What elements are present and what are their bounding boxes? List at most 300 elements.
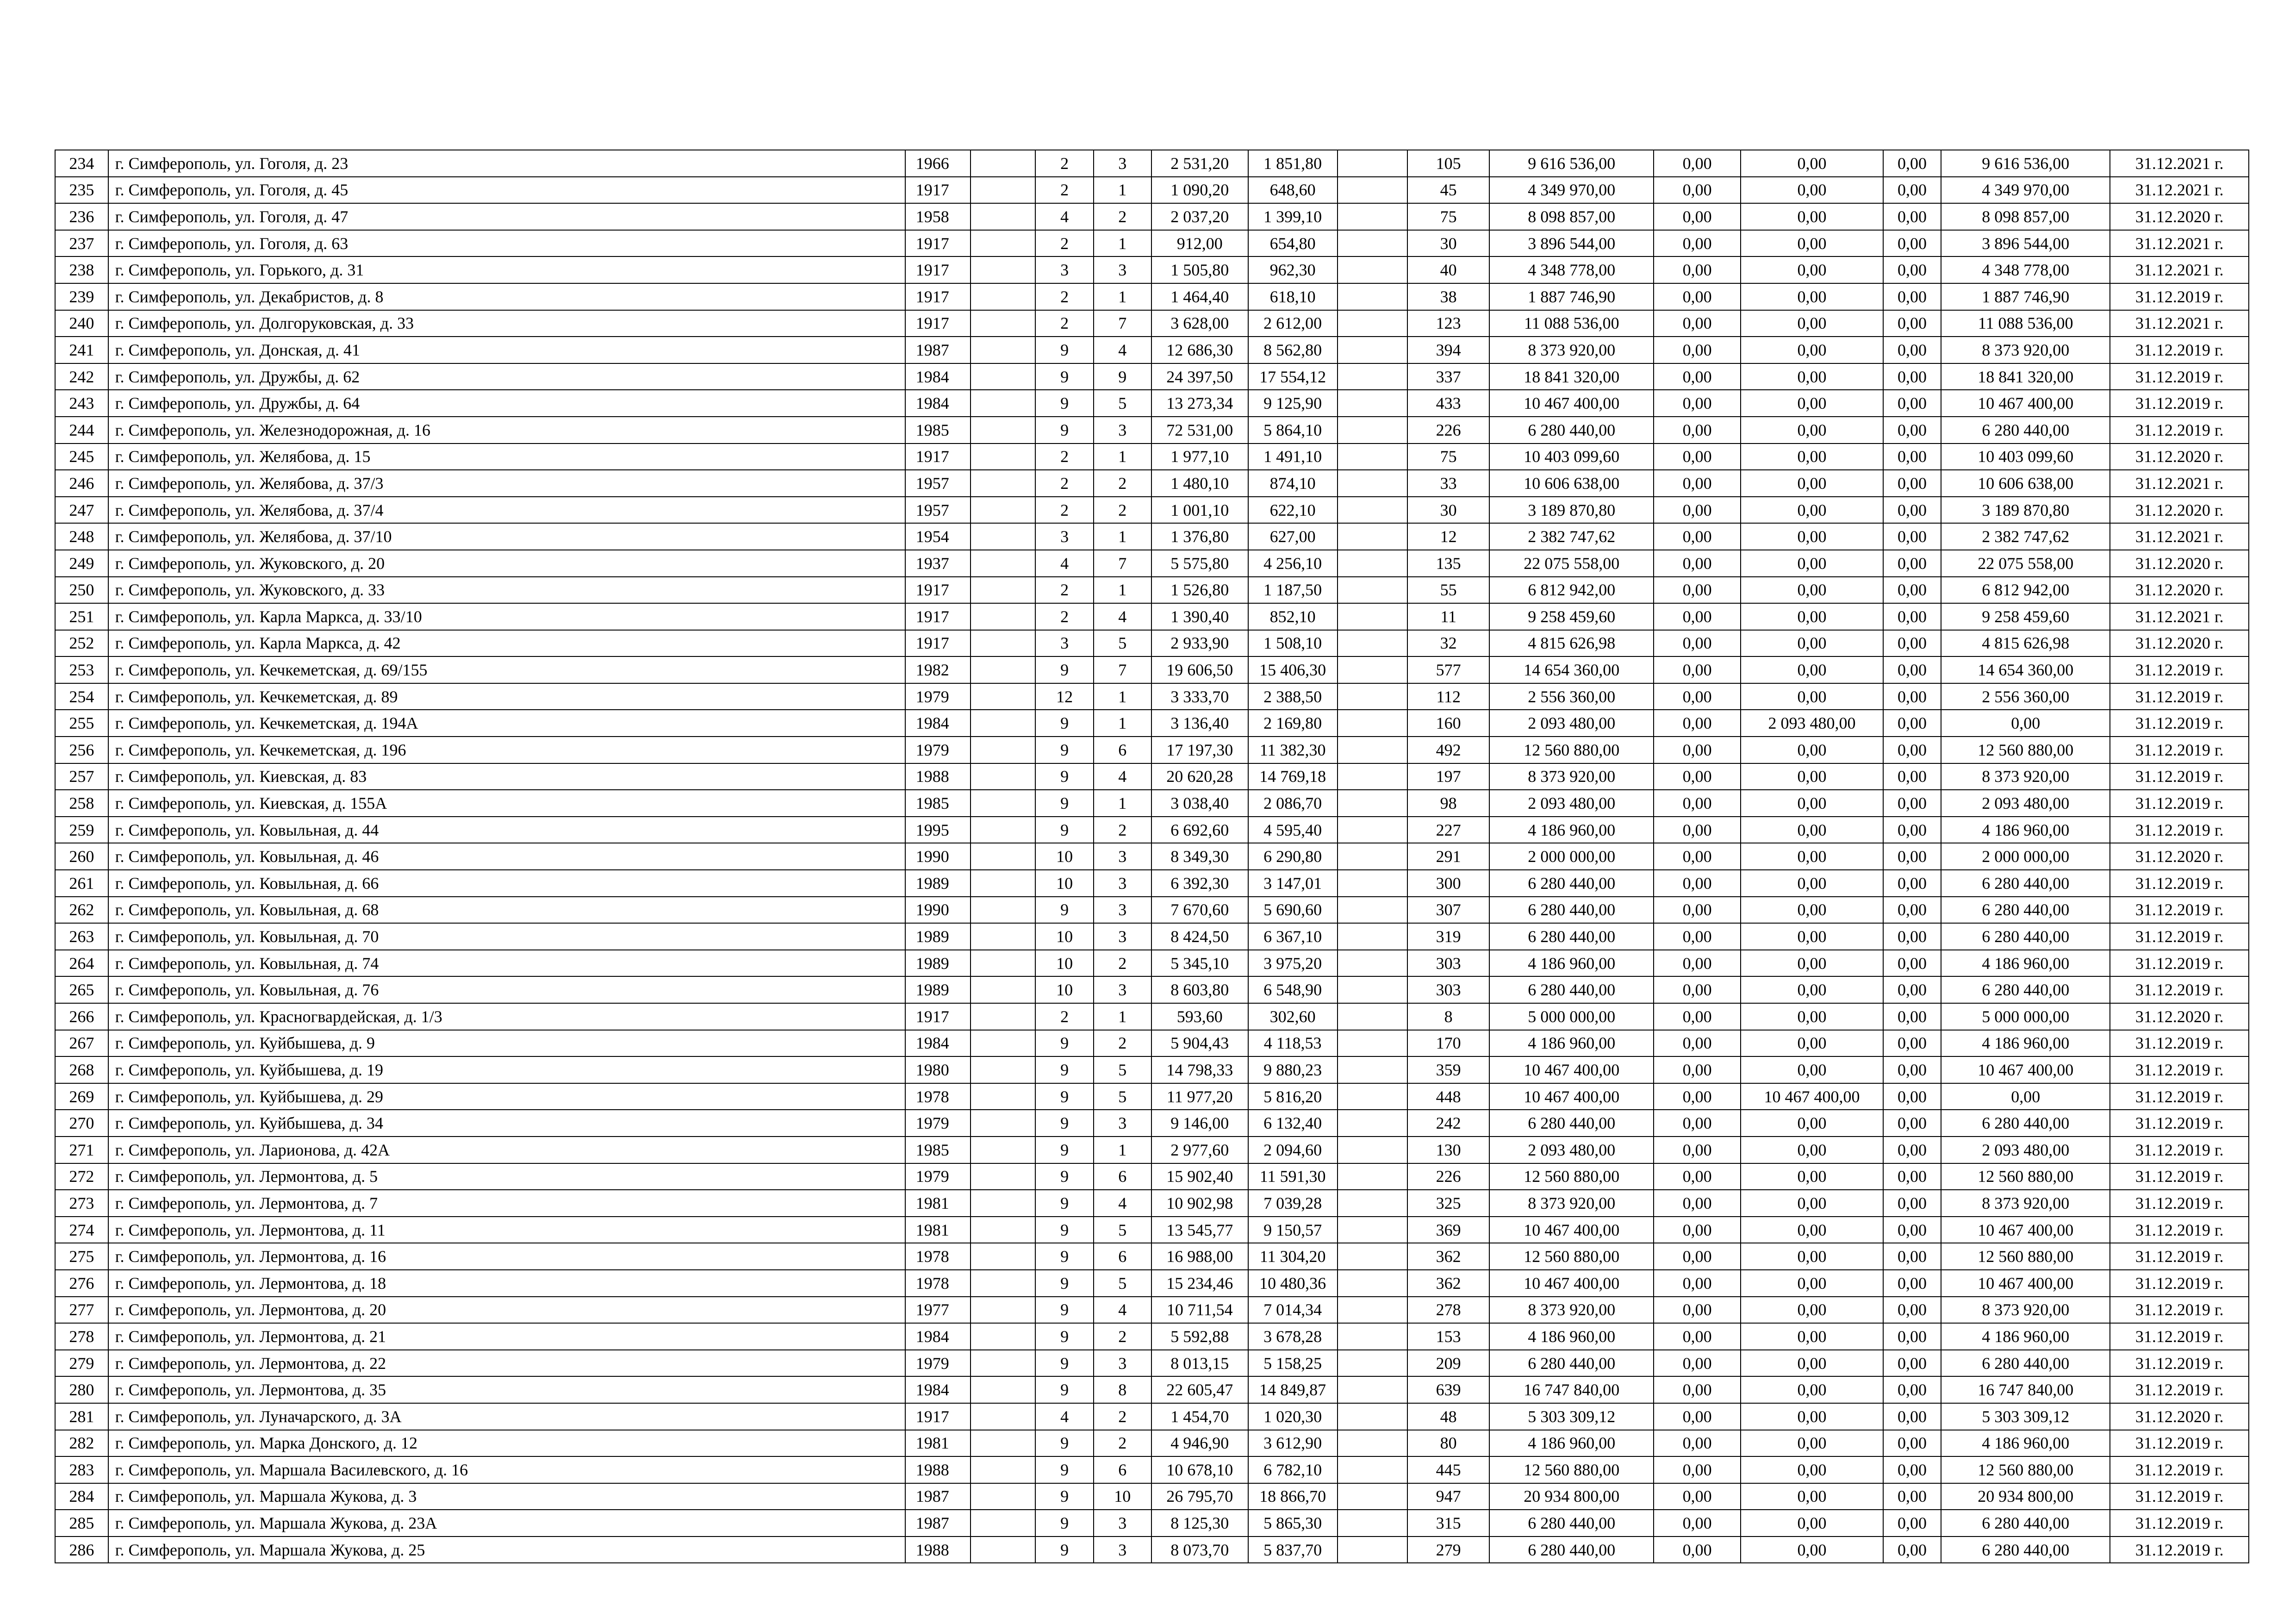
fund-cell: 0,00 xyxy=(1654,1056,1741,1083)
total-area-cell: 15 902,40 xyxy=(1151,1163,1248,1190)
empty-cell xyxy=(1338,1323,1407,1350)
fund-cell: 0,00 xyxy=(1654,1217,1741,1243)
year-cell: 1981 xyxy=(905,1190,971,1217)
table-row xyxy=(55,1030,2249,1057)
local-budget-cell: 0,00 xyxy=(1883,497,1941,524)
residents-cell: 55 xyxy=(1407,577,1489,604)
deadline-cell: 31.12.2019 г. xyxy=(2110,1243,2249,1270)
row-number-cell: 271 xyxy=(55,1137,108,1163)
living-area-cell: 1 491,10 xyxy=(1248,443,1338,470)
empty-cell xyxy=(971,763,1036,790)
floors-cell: 2 xyxy=(1035,470,1093,497)
fund-cell: 0,00 xyxy=(1654,550,1741,577)
region-budget-cell: 0,00 xyxy=(1741,630,1883,657)
owners-funds-cell: 6 280 440,00 xyxy=(1941,976,2110,1003)
fund-cell: 0,00 xyxy=(1654,443,1741,470)
living-area-cell: 2 169,80 xyxy=(1248,710,1338,737)
total-cost-cell: 4 186 960,00 xyxy=(1489,1323,1654,1350)
floors-cell: 9 xyxy=(1035,337,1093,363)
total-cost-cell: 2 556 360,00 xyxy=(1489,683,1654,710)
living-area-cell: 648,60 xyxy=(1248,177,1338,204)
owners-funds-cell: 6 280 440,00 xyxy=(1941,1510,2110,1537)
table-row xyxy=(55,550,2249,577)
fund-cell: 0,00 xyxy=(1654,1163,1741,1190)
table-row xyxy=(55,417,2249,443)
local-budget-cell: 0,00 xyxy=(1883,1083,1941,1110)
empty-cell xyxy=(971,817,1036,843)
entrances-cell: 3 xyxy=(1094,1110,1151,1137)
empty-cell xyxy=(971,1456,1036,1483)
table-row xyxy=(55,1430,2249,1457)
total-area-cell: 6 692,60 xyxy=(1151,817,1248,843)
owners-funds-cell: 6 280 440,00 xyxy=(1941,417,2110,443)
empty-cell xyxy=(1338,1056,1407,1083)
total-area-cell: 1 464,40 xyxy=(1151,283,1248,310)
total-cost-cell: 2 382 747,62 xyxy=(1489,523,1654,550)
year-cell: 1917 xyxy=(905,1403,971,1430)
table-row xyxy=(55,177,2249,204)
empty-cell xyxy=(971,683,1036,710)
fund-cell: 0,00 xyxy=(1654,363,1741,390)
year-cell: 1979 xyxy=(905,1110,971,1137)
region-budget-cell: 0,00 xyxy=(1741,310,1883,337)
year-cell: 1984 xyxy=(905,363,971,390)
row-number-cell: 253 xyxy=(55,656,108,683)
empty-cell xyxy=(1338,603,1407,630)
empty-cell xyxy=(971,1190,1036,1217)
total-cost-cell: 9 616 536,00 xyxy=(1489,150,1654,177)
living-area-cell: 11 382,30 xyxy=(1248,737,1338,763)
empty-cell xyxy=(1338,1083,1407,1110)
address-cell: г. Симферополь, ул. Жуковского, д. 20 xyxy=(108,550,905,577)
empty-cell xyxy=(1338,1376,1407,1403)
floors-cell: 12 xyxy=(1035,683,1093,710)
deadline-cell: 31.12.2019 г. xyxy=(2110,1190,2249,1217)
region-budget-cell: 0,00 xyxy=(1741,1350,1883,1377)
residents-cell: 30 xyxy=(1407,230,1489,257)
empty-cell xyxy=(1338,817,1407,843)
region-budget-cell: 0,00 xyxy=(1741,283,1883,310)
empty-cell xyxy=(971,1323,1036,1350)
living-area-cell: 6 548,90 xyxy=(1248,976,1338,1003)
fund-cell: 0,00 xyxy=(1654,1003,1741,1030)
region-budget-cell: 0,00 xyxy=(1741,1537,1883,1563)
fund-cell: 0,00 xyxy=(1654,256,1741,283)
residents-cell: 48 xyxy=(1407,1403,1489,1430)
address-cell: г. Симферополь, ул. Кечкеметская, д. 89 xyxy=(108,683,905,710)
floors-cell: 9 xyxy=(1035,1270,1093,1297)
total-cost-cell: 8 373 920,00 xyxy=(1489,1297,1654,1324)
local-budget-cell: 0,00 xyxy=(1883,230,1941,257)
row-number-cell: 245 xyxy=(55,443,108,470)
total-area-cell: 2 037,20 xyxy=(1151,203,1248,230)
owners-funds-cell: 8 373 920,00 xyxy=(1941,1297,2110,1324)
entrances-cell: 1 xyxy=(1094,177,1151,204)
owners-funds-cell: 11 088 536,00 xyxy=(1941,310,2110,337)
entrances-cell: 3 xyxy=(1094,417,1151,443)
local-budget-cell: 0,00 xyxy=(1883,1350,1941,1377)
total-cost-cell: 2 093 480,00 xyxy=(1489,790,1654,817)
empty-cell xyxy=(1338,1483,1407,1510)
total-area-cell: 24 397,50 xyxy=(1151,363,1248,390)
owners-funds-cell: 8 098 857,00 xyxy=(1941,203,2110,230)
year-cell: 1984 xyxy=(905,710,971,737)
fund-cell: 0,00 xyxy=(1654,843,1741,870)
entrances-cell: 1 xyxy=(1094,230,1151,257)
entrances-cell: 7 xyxy=(1094,656,1151,683)
floors-cell: 9 xyxy=(1035,1456,1093,1483)
table-row xyxy=(55,710,2249,737)
year-cell: 1984 xyxy=(905,1323,971,1350)
region-budget-cell: 0,00 xyxy=(1741,443,1883,470)
living-area-cell: 10 480,36 xyxy=(1248,1270,1338,1297)
living-area-cell: 4 118,53 xyxy=(1248,1030,1338,1057)
residents-cell: 947 xyxy=(1407,1483,1489,1510)
living-area-cell: 11 591,30 xyxy=(1248,1163,1338,1190)
owners-funds-cell: 6 280 440,00 xyxy=(1941,870,2110,897)
local-budget-cell: 0,00 xyxy=(1883,603,1941,630)
total-area-cell: 1 001,10 xyxy=(1151,497,1248,524)
living-area-cell: 6 367,10 xyxy=(1248,923,1338,950)
address-cell: г. Симферополь, ул. Железнодорожная, д. 16 xyxy=(108,417,905,443)
total-area-cell: 9 146,00 xyxy=(1151,1110,1248,1137)
local-budget-cell: 0,00 xyxy=(1883,1056,1941,1083)
total-cost-cell: 8 373 920,00 xyxy=(1489,763,1654,790)
empty-cell xyxy=(1338,1243,1407,1270)
year-cell: 1978 xyxy=(905,1243,971,1270)
address-cell: г. Симферополь, ул. Ковыльная, д. 70 xyxy=(108,923,905,950)
owners-funds-cell: 0,00 xyxy=(1941,710,2110,737)
row-number-cell: 234 xyxy=(55,150,108,177)
total-cost-cell: 2 093 480,00 xyxy=(1489,710,1654,737)
empty-cell xyxy=(1338,150,1407,177)
deadline-cell: 31.12.2019 г. xyxy=(2110,1483,2249,1510)
row-number-cell: 246 xyxy=(55,470,108,497)
row-number-cell: 242 xyxy=(55,363,108,390)
row-number-cell: 260 xyxy=(55,843,108,870)
floors-cell: 9 xyxy=(1035,1110,1093,1137)
floors-cell: 2 xyxy=(1035,603,1093,630)
empty-cell xyxy=(1338,1537,1407,1563)
region-budget-cell: 0,00 xyxy=(1741,1217,1883,1243)
local-budget-cell: 0,00 xyxy=(1883,630,1941,657)
living-area-cell: 14 769,18 xyxy=(1248,763,1338,790)
year-cell: 1937 xyxy=(905,550,971,577)
deadline-cell: 31.12.2019 г. xyxy=(2110,976,2249,1003)
floors-cell: 9 xyxy=(1035,817,1093,843)
region-budget-cell: 0,00 xyxy=(1741,976,1883,1003)
address-cell: г. Симферополь, ул. Кечкеметская, д. 69/155 xyxy=(108,656,905,683)
entrances-cell: 3 xyxy=(1094,150,1151,177)
region-budget-cell: 0,00 xyxy=(1741,817,1883,843)
table-row xyxy=(55,630,2249,657)
total-area-cell: 10 711,54 xyxy=(1151,1297,1248,1324)
residents-cell: 445 xyxy=(1407,1456,1489,1483)
deadline-cell: 31.12.2021 г. xyxy=(2110,256,2249,283)
row-number-cell: 267 xyxy=(55,1030,108,1057)
floors-cell: 2 xyxy=(1035,177,1093,204)
living-area-cell: 2 388,50 xyxy=(1248,683,1338,710)
year-cell: 1987 xyxy=(905,337,971,363)
row-number-cell: 266 xyxy=(55,1003,108,1030)
total-cost-cell: 1 887 746,90 xyxy=(1489,283,1654,310)
year-cell: 1988 xyxy=(905,1537,971,1563)
residents-cell: 226 xyxy=(1407,1163,1489,1190)
address-cell: г. Симферополь, ул. Кечкеметская, д. 194А xyxy=(108,710,905,737)
year-cell: 1988 xyxy=(905,763,971,790)
total-cost-cell: 6 280 440,00 xyxy=(1489,1110,1654,1137)
row-number-cell: 283 xyxy=(55,1456,108,1483)
total-cost-cell: 10 467 400,00 xyxy=(1489,390,1654,417)
row-number-cell: 238 xyxy=(55,256,108,283)
floors-cell: 9 xyxy=(1035,790,1093,817)
residents-cell: 448 xyxy=(1407,1083,1489,1110)
address-cell: г. Симферополь, ул. Желябова, д. 37/10 xyxy=(108,523,905,550)
local-budget-cell: 0,00 xyxy=(1883,417,1941,443)
floors-cell: 9 xyxy=(1035,656,1093,683)
total-area-cell: 1 480,10 xyxy=(1151,470,1248,497)
deadline-cell: 31.12.2019 г. xyxy=(2110,363,2249,390)
floors-cell: 2 xyxy=(1035,1003,1093,1030)
table-row xyxy=(55,843,2249,870)
local-budget-cell: 0,00 xyxy=(1883,710,1941,737)
residents-cell: 492 xyxy=(1407,737,1489,763)
floors-cell: 2 xyxy=(1035,577,1093,604)
total-area-cell: 1 390,40 xyxy=(1151,603,1248,630)
living-area-cell: 627,00 xyxy=(1248,523,1338,550)
floors-cell: 9 xyxy=(1035,363,1093,390)
floors-cell: 9 xyxy=(1035,1537,1093,1563)
living-area-cell: 9 150,57 xyxy=(1248,1217,1338,1243)
residents-cell: 32 xyxy=(1407,630,1489,657)
total-area-cell: 19 606,50 xyxy=(1151,656,1248,683)
residents-cell: 639 xyxy=(1407,1376,1489,1403)
living-area-cell: 5 864,10 xyxy=(1248,417,1338,443)
table-row xyxy=(55,790,2249,817)
row-number-cell: 236 xyxy=(55,203,108,230)
empty-cell xyxy=(1338,976,1407,1003)
floors-cell: 3 xyxy=(1035,256,1093,283)
fund-cell: 0,00 xyxy=(1654,1376,1741,1403)
region-budget-cell: 0,00 xyxy=(1741,390,1883,417)
floors-cell: 9 xyxy=(1035,417,1093,443)
total-cost-cell: 14 654 360,00 xyxy=(1489,656,1654,683)
year-cell: 1917 xyxy=(905,443,971,470)
residents-cell: 197 xyxy=(1407,763,1489,790)
living-area-cell: 5 816,20 xyxy=(1248,1083,1338,1110)
total-area-cell: 4 946,90 xyxy=(1151,1430,1248,1457)
total-cost-cell: 16 747 840,00 xyxy=(1489,1376,1654,1403)
total-area-cell: 15 234,46 xyxy=(1151,1270,1248,1297)
table-row xyxy=(55,763,2249,790)
address-cell: г. Симферополь, ул. Луначарского, д. 3А xyxy=(108,1403,905,1430)
table-row xyxy=(55,737,2249,763)
address-cell: г. Симферополь, ул. Карла Маркса, д. 33/10 xyxy=(108,603,905,630)
total-area-cell: 6 392,30 xyxy=(1151,870,1248,897)
owners-funds-cell: 2 000 000,00 xyxy=(1941,843,2110,870)
row-number-cell: 279 xyxy=(55,1350,108,1377)
empty-cell xyxy=(971,603,1036,630)
region-budget-cell: 0,00 xyxy=(1741,1243,1883,1270)
total-area-cell: 17 197,30 xyxy=(1151,737,1248,763)
entrances-cell: 1 xyxy=(1094,710,1151,737)
entrances-cell: 3 xyxy=(1094,870,1151,897)
total-cost-cell: 2 000 000,00 xyxy=(1489,843,1654,870)
table-row xyxy=(55,1110,2249,1137)
year-cell: 1979 xyxy=(905,1350,971,1377)
total-area-cell: 5 904,43 xyxy=(1151,1030,1248,1057)
local-budget-cell: 0,00 xyxy=(1883,1537,1941,1563)
empty-cell xyxy=(971,790,1036,817)
row-number-cell: 259 xyxy=(55,817,108,843)
owners-funds-cell: 4 186 960,00 xyxy=(1941,950,2110,977)
year-cell: 1995 xyxy=(905,817,971,843)
empty-cell xyxy=(971,1297,1036,1324)
row-number-cell: 282 xyxy=(55,1430,108,1457)
deadline-cell: 31.12.2019 г. xyxy=(2110,897,2249,924)
total-cost-cell: 22 075 558,00 xyxy=(1489,550,1654,577)
table-row xyxy=(55,897,2249,924)
empty-cell xyxy=(971,1030,1036,1057)
empty-cell xyxy=(1338,763,1407,790)
region-budget-cell: 0,00 xyxy=(1741,363,1883,390)
floors-cell: 9 xyxy=(1035,1190,1093,1217)
living-area-cell: 3 147,01 xyxy=(1248,870,1338,897)
owners-funds-cell: 4 186 960,00 xyxy=(1941,817,2110,843)
row-number-cell: 235 xyxy=(55,177,108,204)
total-area-cell: 1 090,20 xyxy=(1151,177,1248,204)
total-cost-cell: 10 467 400,00 xyxy=(1489,1083,1654,1110)
table-row xyxy=(55,230,2249,257)
fund-cell: 0,00 xyxy=(1654,1430,1741,1457)
address-cell: г. Симферополь, ул. Жуковского, д. 33 xyxy=(108,577,905,604)
total-cost-cell: 8 373 920,00 xyxy=(1489,1190,1654,1217)
region-budget-cell: 0,00 xyxy=(1741,1297,1883,1324)
fund-cell: 0,00 xyxy=(1654,630,1741,657)
residents-cell: 337 xyxy=(1407,363,1489,390)
floors-cell: 2 xyxy=(1035,310,1093,337)
deadline-cell: 31.12.2021 г. xyxy=(2110,470,2249,497)
empty-cell xyxy=(971,923,1036,950)
floors-cell: 10 xyxy=(1035,950,1093,977)
empty-cell xyxy=(971,256,1036,283)
table-row xyxy=(55,1403,2249,1430)
entrances-cell: 6 xyxy=(1094,1456,1151,1483)
fund-cell: 0,00 xyxy=(1654,870,1741,897)
address-cell: г. Симферополь, ул. Горького, д. 31 xyxy=(108,256,905,283)
table-row xyxy=(55,1323,2249,1350)
floors-cell: 9 xyxy=(1035,1376,1093,1403)
living-area-cell: 18 866,70 xyxy=(1248,1483,1338,1510)
deadline-cell: 31.12.2019 г. xyxy=(2110,1217,2249,1243)
owners-funds-cell: 6 280 440,00 xyxy=(1941,1350,2110,1377)
year-cell: 1958 xyxy=(905,203,971,230)
total-area-cell: 1 505,80 xyxy=(1151,256,1248,283)
residents-cell: 300 xyxy=(1407,870,1489,897)
total-area-cell: 1 454,70 xyxy=(1151,1403,1248,1430)
residents-cell: 279 xyxy=(1407,1537,1489,1563)
total-area-cell: 10 902,98 xyxy=(1151,1190,1248,1217)
floors-cell: 9 xyxy=(1035,1030,1093,1057)
fund-cell: 0,00 xyxy=(1654,1030,1741,1057)
region-budget-cell: 0,00 xyxy=(1741,1003,1883,1030)
living-area-cell: 852,10 xyxy=(1248,603,1338,630)
region-budget-cell: 0,00 xyxy=(1741,230,1883,257)
fund-cell: 0,00 xyxy=(1654,577,1741,604)
region-budget-cell: 0,00 xyxy=(1741,1323,1883,1350)
residents-cell: 153 xyxy=(1407,1323,1489,1350)
empty-cell xyxy=(1338,1430,1407,1457)
residents-cell: 8 xyxy=(1407,1003,1489,1030)
region-budget-cell: 0,00 xyxy=(1741,790,1883,817)
empty-cell xyxy=(1338,230,1407,257)
fund-cell: 0,00 xyxy=(1654,1456,1741,1483)
fund-cell: 0,00 xyxy=(1654,1350,1741,1377)
empty-cell xyxy=(971,1056,1036,1083)
year-cell: 1984 xyxy=(905,1376,971,1403)
address-cell: г. Симферополь, ул. Гоголя, д. 63 xyxy=(108,230,905,257)
living-area-cell: 2 094,60 xyxy=(1248,1137,1338,1163)
address-cell: г. Симферополь, ул. Ковыльная, д. 76 xyxy=(108,976,905,1003)
entrances-cell: 2 xyxy=(1094,497,1151,524)
entrances-cell: 5 xyxy=(1094,390,1151,417)
empty-cell xyxy=(971,897,1036,924)
local-budget-cell: 0,00 xyxy=(1883,470,1941,497)
row-number-cell: 265 xyxy=(55,976,108,1003)
deadline-cell: 31.12.2019 г. xyxy=(2110,1456,2249,1483)
row-number-cell: 286 xyxy=(55,1537,108,1563)
total-cost-cell: 4 186 960,00 xyxy=(1489,1430,1654,1457)
local-budget-cell: 0,00 xyxy=(1883,337,1941,363)
empty-cell xyxy=(971,710,1036,737)
empty-cell xyxy=(971,203,1036,230)
living-area-cell: 654,80 xyxy=(1248,230,1338,257)
entrances-cell: 2 xyxy=(1094,950,1151,977)
address-cell: г. Симферополь, ул. Дружбы, д. 62 xyxy=(108,363,905,390)
year-cell: 1987 xyxy=(905,1510,971,1537)
fund-cell: 0,00 xyxy=(1654,790,1741,817)
table-row xyxy=(55,923,2249,950)
row-number-cell: 285 xyxy=(55,1510,108,1537)
total-cost-cell: 6 812 942,00 xyxy=(1489,577,1654,604)
owners-funds-cell: 2 556 360,00 xyxy=(1941,683,2110,710)
total-area-cell: 8 424,50 xyxy=(1151,923,1248,950)
fund-cell: 0,00 xyxy=(1654,1483,1741,1510)
table-row xyxy=(55,1163,2249,1190)
local-budget-cell: 0,00 xyxy=(1883,203,1941,230)
deadline-cell: 31.12.2019 г. xyxy=(2110,1430,2249,1457)
entrances-cell: 8 xyxy=(1094,1376,1151,1403)
deadline-cell: 31.12.2019 г. xyxy=(2110,283,2249,310)
table-row xyxy=(55,390,2249,417)
deadline-cell: 31.12.2019 г. xyxy=(2110,1270,2249,1297)
entrances-cell: 4 xyxy=(1094,1297,1151,1324)
deadline-cell: 31.12.2019 г. xyxy=(2110,1537,2249,1563)
total-cost-cell: 10 467 400,00 xyxy=(1489,1270,1654,1297)
owners-funds-cell: 2 382 747,62 xyxy=(1941,523,2110,550)
residents-cell: 160 xyxy=(1407,710,1489,737)
empty-cell xyxy=(1338,470,1407,497)
empty-cell xyxy=(971,177,1036,204)
owners-funds-cell: 3 189 870,80 xyxy=(1941,497,2110,524)
residents-cell: 209 xyxy=(1407,1350,1489,1377)
empty-cell xyxy=(1338,177,1407,204)
entrances-cell: 2 xyxy=(1094,817,1151,843)
entrances-cell: 4 xyxy=(1094,603,1151,630)
empty-cell xyxy=(1338,1217,1407,1243)
empty-cell xyxy=(1338,870,1407,897)
entrances-cell: 7 xyxy=(1094,310,1151,337)
